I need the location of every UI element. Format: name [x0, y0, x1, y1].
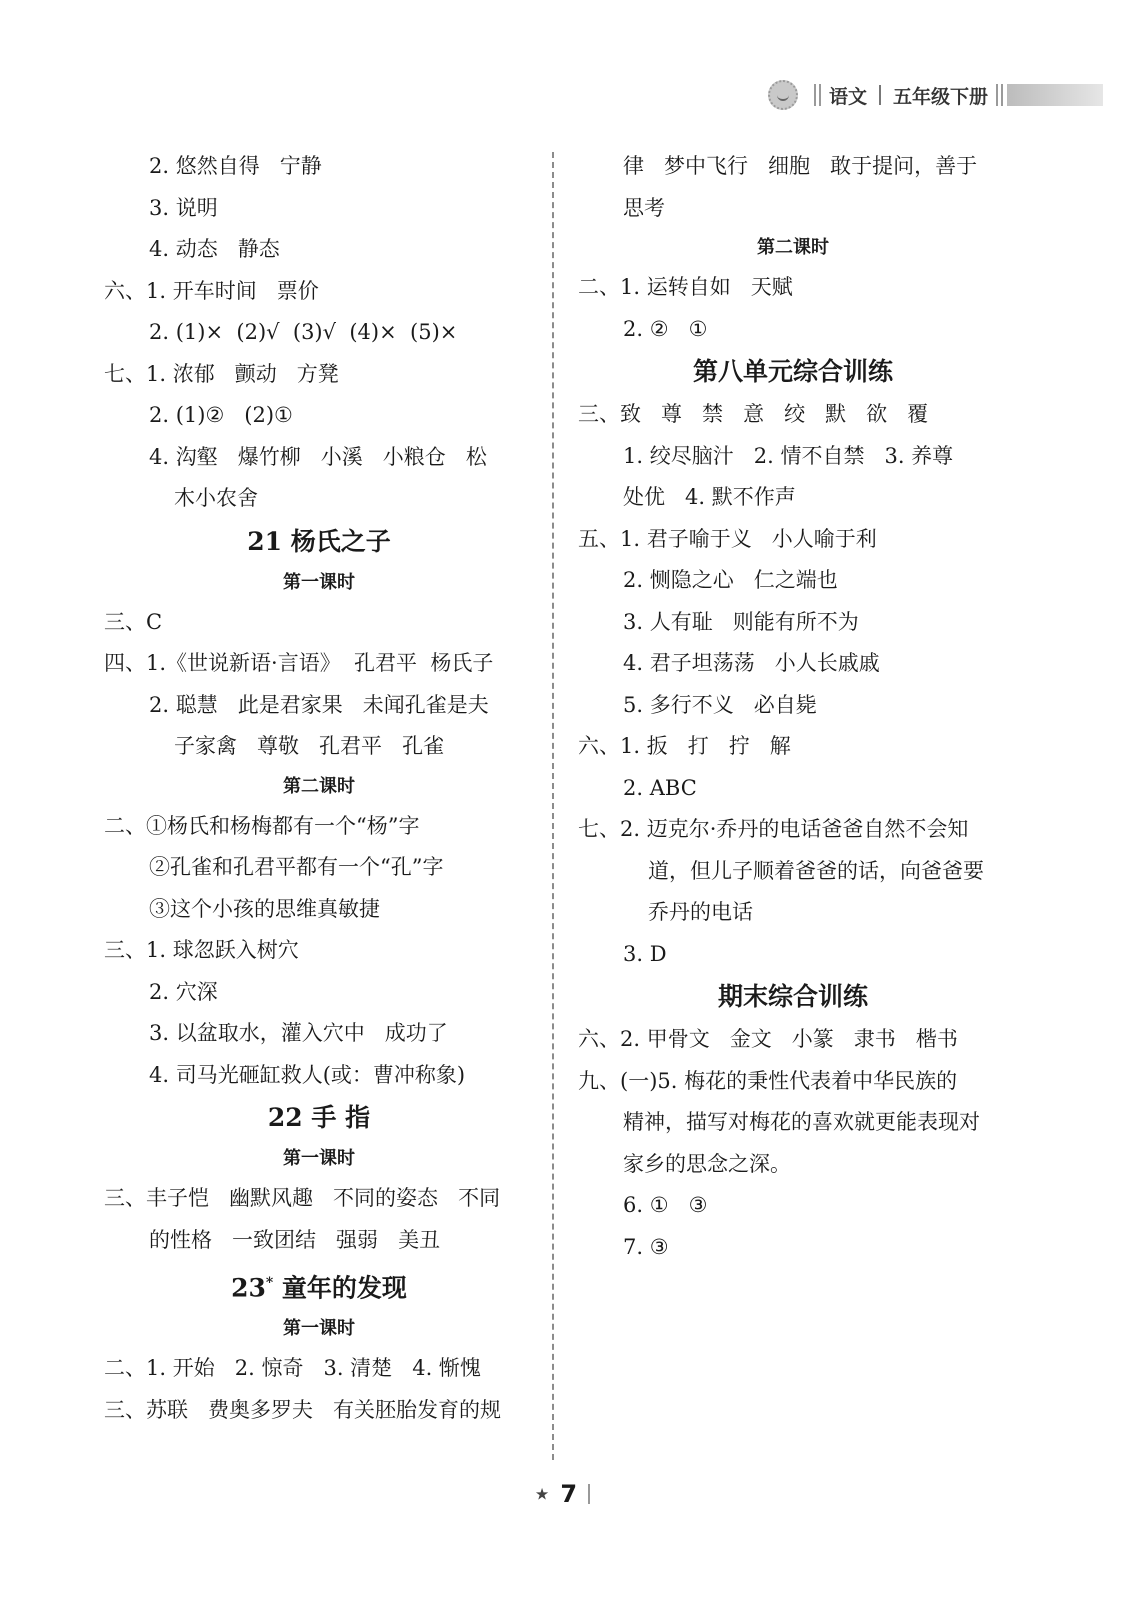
answer-line: 三、苏联 费奥多罗夫 有关胚胎发育的规	[104, 1397, 502, 1422]
answer-line: 2. ② ①	[623, 316, 708, 341]
answer-line: 道，但儿子顺着爸爸的话，向爸爸要	[648, 858, 984, 883]
answer-line: 4. 司马光砸缸救人(或：曹冲称象)	[149, 1062, 466, 1087]
header-band	[1007, 84, 1103, 106]
answer-line: 3. D	[623, 941, 667, 966]
answer-line: 2. (1)× (2)√ (3)√ (4)× (5)×	[149, 320, 458, 344]
answer-line: 6. ① ③	[623, 1193, 708, 1217]
answer-line: 木小农舍	[174, 486, 258, 510]
page-footer	[0, 1480, 1125, 1508]
answer-line: 四、1.《世说新语·言语》 孔君平 杨氏子	[104, 651, 494, 675]
answer-line: 乔丹的电话	[648, 900, 753, 924]
answer-line: 三、致 尊 禁 意 绞 默 欲 覆	[578, 402, 929, 426]
lesson-title: 童年的发现	[273, 1273, 407, 1303]
answer-line: 3. 以盆取水，灌入穴中 成功了	[149, 1021, 448, 1045]
session-heading: 第一课时	[283, 571, 355, 593]
header-separator	[879, 85, 881, 105]
sun-face-icon	[768, 80, 798, 110]
exam-heading: 期末综合训练	[717, 982, 868, 1011]
star-icon: ★	[534, 1484, 550, 1504]
answer-line: 4. 君子坦荡荡 小人长戚戚	[623, 651, 880, 675]
answer-line: 家乡的思念之深。	[623, 1151, 791, 1176]
answer-line: ②孔雀和孔君平都有一个“孔”字	[149, 855, 444, 879]
answer-line: 六、1. 开车时间 票价	[104, 278, 319, 303]
page-header	[768, 78, 1103, 112]
left-column	[104, 146, 534, 1431]
answer-line: 2. (1)② (2)①	[149, 403, 293, 427]
answer-line: 二、1. 运转自如 天赋	[578, 275, 793, 299]
answer-line: 3. 人有耻 则能有所不为	[623, 609, 859, 634]
answer-line: 精神，描写对梅花的喜欢就更能表现对	[623, 1110, 980, 1134]
answer-line: 六、1. 扳 打 拧 解	[578, 734, 791, 758]
session-heading: 第一课时	[283, 1148, 355, 1169]
answer-line: 三、丰子恺 幽默风趣 不同的姿态 不同	[104, 1186, 501, 1210]
header-bars-right	[996, 84, 1003, 106]
unit-heading: 第八单元综合训练	[692, 357, 893, 386]
lesson-number: 23	[231, 1273, 266, 1303]
answer-line: 4. 动态 静态	[149, 237, 280, 261]
answer-line: 处优 4. 默不作声	[623, 485, 796, 509]
answer-line: 4. 沟壑 爆竹柳 小溪 小粮仓 松	[149, 444, 487, 469]
answer-line: 思考	[623, 195, 665, 220]
answer-line: 2. 穴深	[149, 979, 218, 1004]
right-column	[578, 146, 1008, 1268]
answer-line: 九、(一)5. 梅花的秉性代表着中华民族的	[578, 1068, 958, 1093]
answer-line: 7. ③	[623, 1234, 669, 1259]
answer-line: 三、1. 球忽跃入树穴	[104, 938, 299, 962]
answer-line: 二、1. 开始 2. 惊奇 3. 清楚 4. 惭愧	[104, 1356, 481, 1381]
answer-line: 5. 多行不义 必自毙	[623, 692, 817, 717]
session-heading: 第二课时	[757, 237, 829, 258]
answer-line: 1. 绞尽脑汁 2. 情不自禁 3. 养尊	[623, 443, 954, 468]
lesson-heading	[104, 1261, 534, 1310]
header-bars	[814, 84, 821, 106]
page-number: 7	[560, 1480, 578, 1508]
session-heading: 第一课时	[283, 1318, 355, 1340]
optional-mark: *	[265, 1275, 274, 1291]
answer-line: 三、C	[104, 609, 163, 634]
answer-line: 六、2. 甲骨文 金文 小篆 隶书 楷书	[578, 1027, 958, 1051]
answer-line: 子家禽 尊敬 孔君平 孔雀	[174, 734, 445, 758]
answer-line: 二、①杨氏和杨梅都有一个“杨”字	[104, 813, 420, 838]
lesson-heading: 21 杨氏之子	[247, 526, 391, 556]
footer-bar	[588, 1484, 590, 1504]
answer-line: 律 梦中飞行 细胞 敢于提问，善于	[623, 154, 978, 178]
answer-line: ③这个小孩的思维真敏捷	[149, 896, 380, 921]
grade-label: 五年级下册	[892, 85, 988, 108]
answer-line: 2. 悠然自得 宁静	[149, 154, 322, 178]
lesson-heading: 22 手 指	[267, 1103, 371, 1132]
answer-line: 的性格 一致团结 强弱 美丑	[149, 1227, 441, 1252]
answer-line: 3. 说明	[149, 195, 218, 220]
column-divider	[552, 152, 554, 1460]
subject-label: 语文	[828, 85, 867, 108]
answer-line: 2. ABC	[623, 775, 697, 800]
answer-line: 七、1. 浓郁 颤动 方凳	[104, 361, 339, 386]
answer-line: 五、1. 君子喻于义 小人喻于利	[578, 526, 877, 551]
answer-line: 七、2. 迈克尔·乔丹的电话爸爸自然不会知	[578, 817, 969, 841]
answer-line: 2. 恻隐之心 仁之端也	[623, 568, 838, 592]
session-heading: 第二课时	[283, 775, 355, 797]
answer-line: 2. 聪慧 此是君家果 未闻孔雀是夫	[149, 692, 489, 717]
